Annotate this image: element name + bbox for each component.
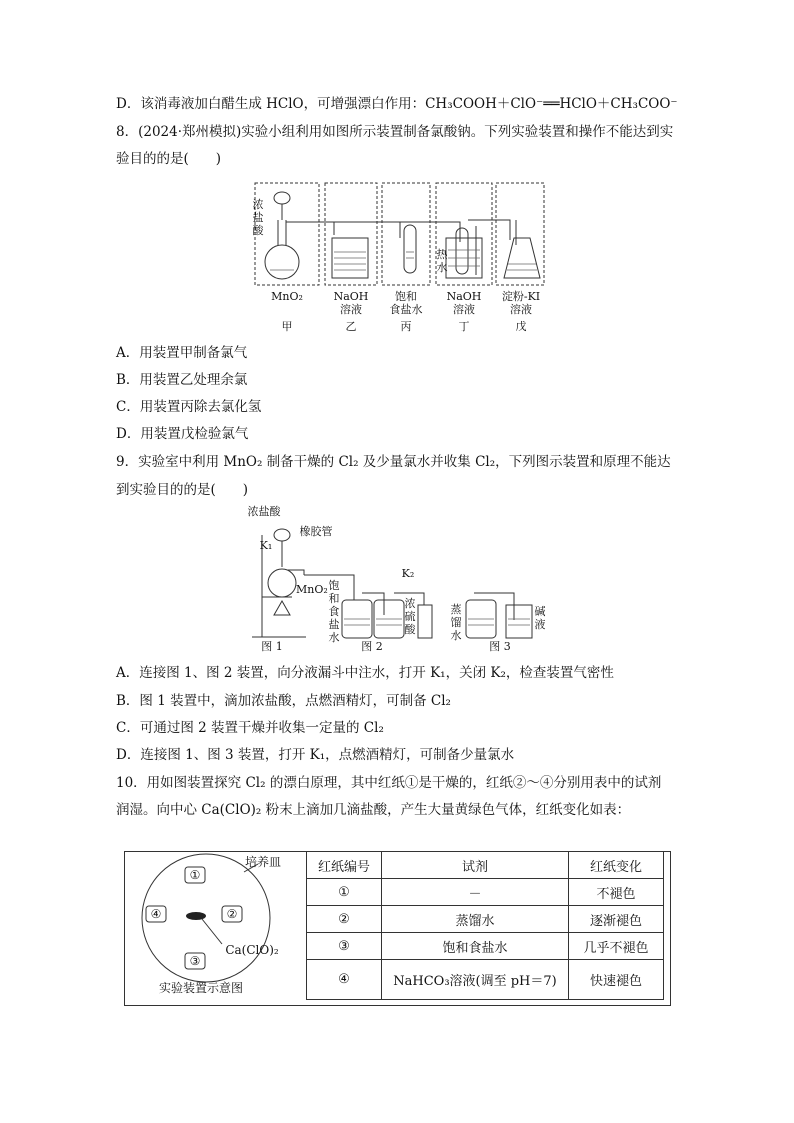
q10-paper-2: ② xyxy=(226,907,238,921)
q8-option-c: C．用装置丙除去氯化氢 xyxy=(116,399,262,415)
q10-stem-line2: 润湿。向中心 Ca(ClO)₂ 粉末上滴加几滴盐酸，产生大量黄绿色气体，红纸变化如表： xyxy=(116,802,631,818)
table-cell: 饱和食盐水 xyxy=(382,933,569,960)
q8-unit-wu-chem: 淀粉-KI 溶液 xyxy=(501,290,541,316)
table-header-row xyxy=(307,852,664,879)
q10-caption: 实验装置示意图 xyxy=(158,981,243,995)
table-cell: ④ xyxy=(307,960,382,1000)
q8-unit-wu-name: 戊 xyxy=(515,320,527,333)
q8-unit-jia-chem: MnO₂ xyxy=(271,290,303,303)
q8-unit-jia-name: 甲 xyxy=(281,320,293,333)
q7-option-d: D．该消毒液加白醋生成 HClO，可增强漂白作用：CH₃COOH＋ClO⁻══HClO＋CH₃COO⁻ xyxy=(116,96,678,112)
q10-paper-3: ③ xyxy=(189,954,201,968)
q9-stem-line1: 9．实验室中利用 MnO₂ 制备干燥的 Cl₂ 及少量氯水并收集 Cl₂，下列图示装置和原理不能达 xyxy=(116,454,671,470)
q9-fig2-caption: 图 2 xyxy=(361,640,383,653)
q10-paper-1: ① xyxy=(189,868,201,882)
q9-option-b: B．图 1 装置中，滴加浓盐酸，点燃酒精灯，可制备 Cl₂ xyxy=(116,693,451,709)
table-header-cell: 红纸变化 xyxy=(569,852,664,879)
table-cell: － xyxy=(382,879,569,906)
q9-conc-hcl-label: 浓盐酸 xyxy=(247,505,281,518)
q9-option-d: D．连接图 1、图 3 装置，打开 K₁，点燃酒精灯，可制备少量氯水 xyxy=(116,747,515,763)
q10-apparatus-figure xyxy=(126,852,306,1002)
q10-dish-label: 培养皿 xyxy=(244,855,281,869)
table-row xyxy=(307,933,664,960)
q8-unit-ding-name: 丁 xyxy=(458,320,470,333)
q10-paper-4: ④ xyxy=(150,907,162,921)
q8-stem-line2: 验目的的是( ) xyxy=(116,151,222,167)
q9-sat-brine-label: 饱 和 食 盐 水 xyxy=(328,579,340,644)
q9-fig3-caption: 图 3 xyxy=(489,640,511,653)
table-cell: ② xyxy=(307,906,382,933)
q8-apparatus-figure xyxy=(250,180,550,335)
q9-dist-water-label: 蒸 馏 水 xyxy=(450,603,462,642)
q8-option-a: A．用装置甲制备氯气 xyxy=(116,345,248,361)
q9-apparatus-figure xyxy=(244,505,554,655)
q9-stem-line2: 到实验目的的是( ) xyxy=(116,482,249,498)
q9-conc-h2so4-label: 浓 硫 酸 xyxy=(404,597,416,636)
table-cell: 蒸馏水 xyxy=(382,906,569,933)
q9-option-a: A．连接图 1、图 2 装置，向分液漏斗中注水，打开 K₁，关闭 K₂，检查装置气密性 xyxy=(116,665,614,681)
q10-center-label: Ca(ClO)₂ xyxy=(225,943,279,957)
q9-alkali-label: 碱 液 xyxy=(534,605,546,631)
table-cell: 逐渐褪色 xyxy=(569,906,664,933)
q9-rubber-tube-label: 橡胶管 xyxy=(299,525,333,538)
q8-hot-water-label: 热 水 xyxy=(436,248,448,274)
table-cell: 不褪色 xyxy=(569,879,664,906)
q10-stem-line1: 10．用如图装置探究 Cl₂ 的漂白原理，其中红纸①是干燥的，红纸②～④分别用表中的试剂 xyxy=(116,775,662,791)
q8-unit-yi-chem: NaOH 溶液 xyxy=(333,290,369,316)
q8-option-d: D．用装置戊检验氯气 xyxy=(116,426,249,442)
q9-option-c: C．可通过图 2 装置干燥并收集一定量的 Cl₂ xyxy=(116,720,384,736)
table-cell: ① xyxy=(307,879,382,906)
q10-result-table xyxy=(306,851,664,1000)
table-header-cell: 红纸编号 xyxy=(307,852,382,879)
table-header-cell: 试剂 xyxy=(382,852,569,879)
q9-k2-label: K₂ xyxy=(401,567,415,580)
table-row xyxy=(307,879,664,906)
q9-fig1-caption: 图 1 xyxy=(261,640,283,653)
q8-unit-yi-name: 乙 xyxy=(345,320,357,333)
table-row xyxy=(307,906,664,933)
q8-apparatus-drawing xyxy=(250,180,550,290)
q8-unit-bing-name: 丙 xyxy=(400,320,412,333)
q10-dish-drawing xyxy=(126,852,306,1002)
table-cell: 几乎不褪色 xyxy=(569,933,664,960)
table-cell: NaHCO₃溶液(调至 pH＝7) xyxy=(382,960,569,1000)
q8-conc-hcl-label: 浓盐酸 xyxy=(252,198,264,237)
q8-unit-bing-chem: 饱和 食盐水 xyxy=(389,290,423,316)
q8-option-b: B．用装置乙处理余氯 xyxy=(116,372,248,388)
q9-k1-label: K₁ xyxy=(259,539,273,552)
q8-unit-ding-chem: NaOH 溶液 xyxy=(446,290,482,316)
q9-mno2-label: MnO₂ xyxy=(296,583,328,596)
table-cell: ③ xyxy=(307,933,382,960)
table-cell: 快速褪色 xyxy=(569,960,664,1000)
table-row xyxy=(307,960,664,1000)
q8-stem-line1: 8．(2024·郑州模拟)实验小组利用如图所示装置制备氯酸钠。下列实验装置和操作不能达到实 xyxy=(116,124,674,140)
